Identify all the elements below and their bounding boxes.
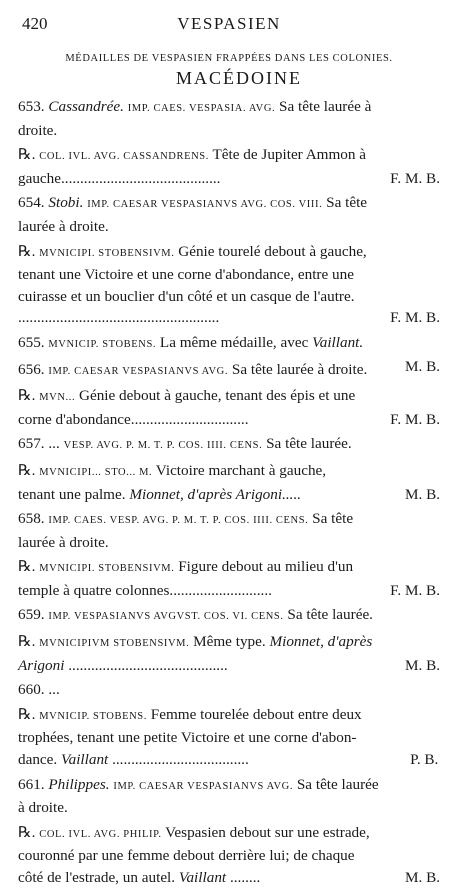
text: tenant une palme. (18, 485, 126, 503)
legend: MVNICIP. STOBENS. (48, 338, 157, 350)
text: Femme tourelée debout entre deux (150, 705, 362, 723)
collection-ref: M. B. (404, 485, 440, 503)
text-line (18, 241, 440, 265)
text-line (18, 727, 440, 749)
text: à droite. (18, 799, 68, 817)
legend: IMP. CAES. VESPASIA. AVG. (127, 103, 276, 114)
text-line (18, 580, 440, 602)
text-line (18, 797, 440, 819)
reverse-description (18, 144, 440, 189)
catalogue-body (18, 96, 440, 892)
reverse-mark: ℞. (18, 242, 36, 260)
running-head: VESPASIEN (177, 14, 281, 33)
text-line (18, 508, 440, 532)
catalogue-entry (18, 359, 440, 383)
section-heading: MACÉDOINE (176, 68, 302, 88)
text: Sa tête laurée à droite. (231, 360, 368, 378)
text: temple à quatre colonnes........................... (18, 581, 272, 599)
catalogue-entry (18, 96, 440, 141)
legend: MVNICIPI. STOBENSIVM. (39, 247, 175, 259)
text: Sa tête (312, 510, 354, 528)
text-line (18, 120, 440, 142)
text: .......................................... (68, 656, 228, 674)
reverse-description (18, 460, 440, 505)
text: Sa tête laurée. (266, 435, 352, 453)
catalogue-entry (18, 433, 440, 457)
page-header (0, 14, 458, 38)
entry-number: 655. (18, 333, 45, 351)
text-line (18, 845, 440, 867)
entry-number: 653. (18, 98, 45, 115)
collection-ref: F. M. B. (390, 410, 440, 428)
text-line (18, 359, 440, 383)
text: laurée à droite. (18, 533, 109, 551)
legend: VESP. AVG. P. M. T. P. COS. IIII. CENS. (63, 440, 263, 452)
text: couronné par une femme debout derrière lui; de chaque (18, 847, 355, 865)
text-line (18, 96, 440, 120)
text: côté de l'estrade, un autel. (18, 869, 176, 886)
text-line (18, 822, 440, 846)
reverse-mark: ℞. (18, 633, 36, 651)
text-line (18, 168, 440, 190)
entry-number: 659. (18, 606, 45, 624)
reverse-mark: ℞. (18, 146, 36, 164)
text: Sa tête (326, 194, 368, 212)
entry-number: 654. (18, 194, 45, 212)
text-line (18, 631, 440, 655)
reverse-mark: ℞. (18, 823, 36, 841)
reverse-mark: ℞. (18, 558, 36, 576)
collection-ref: M. B. (404, 357, 440, 375)
legend: IMP. CAESAR VESPASIANVS AVG. COS. VIII. (87, 199, 323, 211)
text-line (18, 216, 440, 238)
legend: COL. IVL. AVG. PHILIP. (39, 828, 162, 840)
legend: MVNICIPI. STOBENSIVM. (39, 563, 175, 575)
text-line (18, 307, 440, 329)
citation: Vaillant. (312, 333, 364, 351)
text-line (18, 532, 440, 554)
legend: MVNICIPI... STO... M. (39, 466, 153, 478)
text: droite. (18, 121, 58, 139)
legend: MVNICIPIVM STOBENSIVM. (39, 638, 190, 650)
citation: Mionnet, d'après (269, 633, 373, 651)
text-line (18, 604, 440, 628)
text: Vespasien debout sur une estrade, (165, 823, 370, 841)
text-line (18, 460, 440, 484)
collection-ref: M. B. (404, 869, 440, 886)
entry-number: 657. (18, 435, 45, 453)
collection-ref: F. M. B. (390, 169, 440, 187)
text-line (18, 286, 440, 308)
citation: Vaillant (61, 751, 109, 769)
text: trophées, tenant une petite Victoire et une corne d'abon- (18, 729, 357, 747)
text: .................................... (112, 751, 249, 769)
reverse-description (18, 822, 440, 889)
city-name: Stobi. (48, 194, 84, 212)
legend: IMP. VESPASIANVS AVGVST. COS. VI. CENS. (48, 611, 284, 623)
legend: IMP. CAESAR VESPASIANVS AVG. (48, 365, 229, 377)
reverse-mark: ℞. (18, 461, 36, 479)
text: ... (48, 681, 60, 699)
city-name: Cassandrée. (48, 98, 124, 115)
catalogue-entry (18, 774, 440, 819)
text-line (18, 704, 440, 728)
text: ..................................................... (18, 309, 220, 327)
text: Victoire marchant à gauche, (155, 461, 327, 479)
citation: Mionnet, d'après Arigoni..... (129, 485, 302, 503)
reverse-description (18, 241, 440, 329)
text-line (18, 385, 440, 409)
entry-number: 656. (18, 360, 45, 378)
text: Génie tourelé debout à gauche, (178, 242, 367, 260)
collection-ref: F. M. B. (390, 581, 440, 599)
catalogue-entry (18, 508, 440, 553)
legend: MVNICIP. STOBENS. (39, 710, 147, 722)
text: corne d'abondance............................... (18, 410, 249, 428)
entry-number: 660. (18, 681, 45, 699)
city-name: Philippes. (48, 775, 110, 793)
text-line (18, 774, 440, 798)
text: laurée à droite. (18, 217, 109, 235)
reverse-mark: ℞. (18, 387, 36, 405)
text: Génie debout à gauche, tenant des épis et une (79, 387, 356, 405)
legend: MVN... (39, 392, 76, 404)
reverse-description (18, 556, 440, 601)
legend: COL. IVL. AVG. CASSANDRENS. (39, 151, 209, 163)
text: Sa tête laurée. (287, 606, 373, 624)
legend: IMP. CAESAR VESPASIANVS AVG. (113, 780, 294, 792)
text-line (18, 192, 440, 216)
text: Même type. (193, 633, 266, 651)
citation: Arigoni (18, 656, 65, 674)
text: Tête de Jupiter Ammon à (212, 146, 367, 164)
catalogue-entry (18, 604, 440, 628)
reverse-description (18, 631, 440, 676)
text-line (18, 332, 440, 356)
text: ........ (229, 869, 261, 886)
text-line (18, 144, 440, 168)
text: tenant une Victoire et une corne d'abondance, entre une (18, 266, 354, 284)
entry-number: 658. (18, 510, 45, 528)
text: Sa tête laurée (296, 775, 379, 793)
text: La même médaille, avec (159, 333, 309, 351)
text: ... (48, 435, 60, 453)
collection-ref: P. B. (410, 751, 439, 769)
text: Figure debout au milieu d'un (178, 558, 354, 576)
text-line (18, 749, 440, 771)
page-subtitle: MÉDAILLES DE VESPASIEN FRAPPÉES DANS LES COLONIES. (65, 53, 393, 64)
catalogue-entry (18, 679, 440, 701)
text: dance. (18, 751, 58, 769)
reverse-description (18, 704, 440, 771)
text: gauche.......................................... (18, 169, 221, 187)
entry-number: 661. (18, 775, 45, 793)
text: Sa tête laurée à (279, 98, 372, 115)
text-line (18, 679, 440, 701)
text-line (18, 556, 440, 580)
text-line (18, 867, 440, 889)
reverse-description (18, 385, 440, 430)
text-line (18, 655, 440, 677)
text-line (18, 484, 440, 506)
catalogue-entry (18, 192, 440, 237)
text-line (18, 433, 440, 457)
page-number: 420 (22, 14, 48, 33)
collection-ref: M. B. (404, 656, 440, 674)
citation: Vaillant (178, 869, 227, 886)
text: cuirasse et un bouclier d'un côté et un casque de l'autre. (18, 287, 355, 305)
text-line (18, 264, 440, 286)
reverse-mark: ℞. (18, 705, 36, 723)
text-line (18, 409, 440, 431)
collection-ref: F. M. B. (390, 309, 440, 327)
legend: IMP. CAES. VESP. AVG. P. M. T. P. COS. IIII. CENS. (48, 515, 309, 527)
